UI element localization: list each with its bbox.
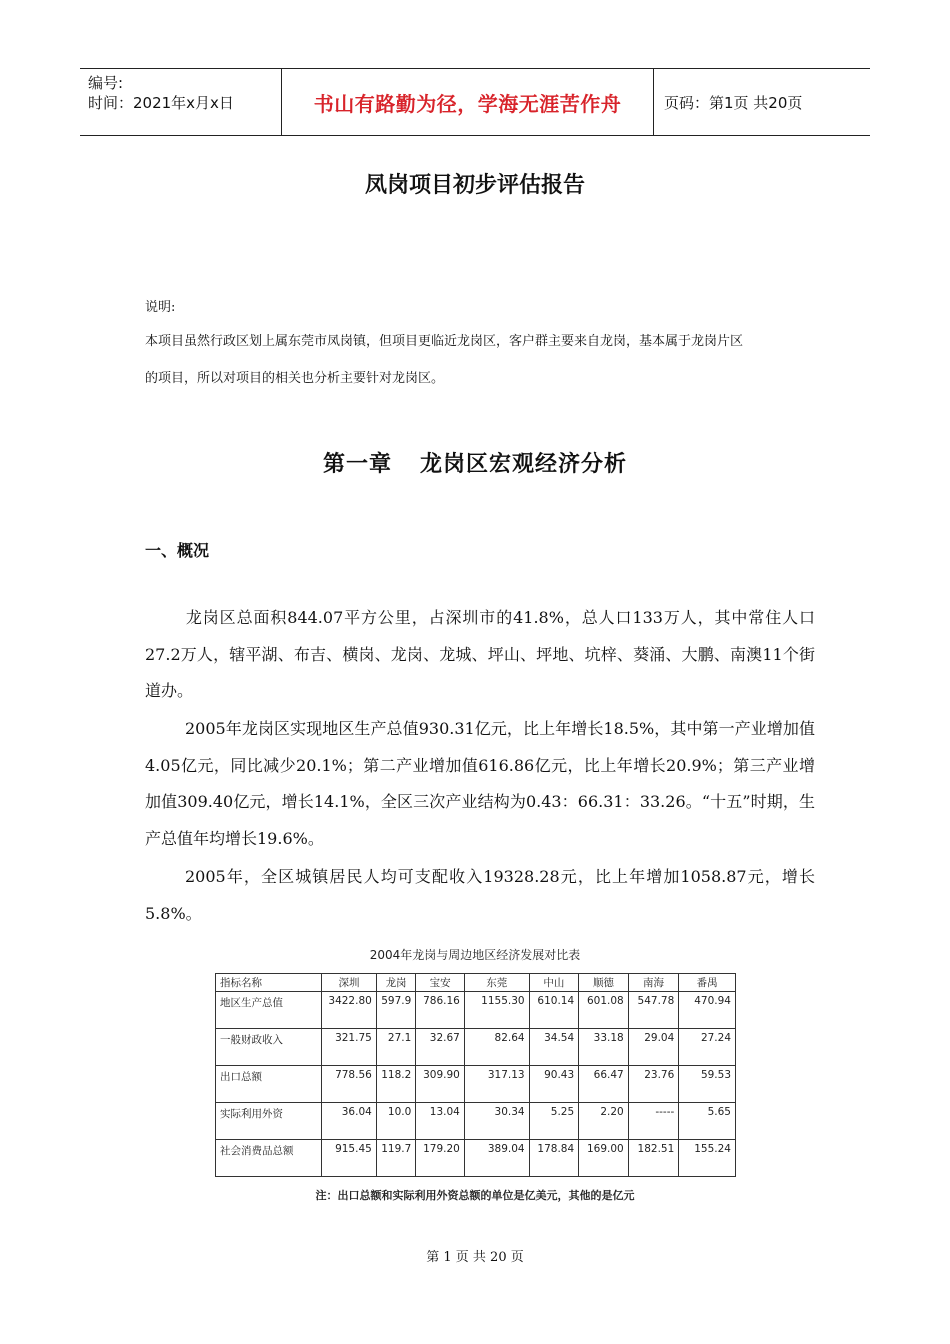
table-cell: 66.47: [579, 1066, 629, 1103]
note-line-2: 的项目，所以对项目的相关也分析主要针对龙岗区。: [145, 371, 445, 386]
table-cell: 610.14: [529, 992, 579, 1029]
header-cell: 宝安: [416, 974, 465, 992]
table-row: [216, 1140, 736, 1177]
table-row: [216, 1066, 736, 1103]
table-row: [216, 1029, 736, 1066]
row-label: 地区生产总值: [216, 992, 322, 1029]
table-cell: 10.0: [376, 1103, 416, 1140]
table-cell: 118.2: [376, 1066, 416, 1103]
row-label: 社会消费品总额: [216, 1140, 322, 1177]
paragraph: [145, 859, 815, 932]
table-note: 注：出口总额和实际利用外资总额的单位是亿美元，其他的是亿元: [315, 1189, 635, 1202]
table-cell: 119.7: [376, 1140, 416, 1177]
table-header-row: [216, 974, 736, 992]
table-cell: 23.76: [628, 1066, 679, 1103]
comparison-table: [215, 973, 736, 1177]
table-cell: 33.18: [579, 1029, 629, 1066]
table-cell: 321.75: [322, 1029, 377, 1066]
table-cell: 317.13: [464, 1066, 529, 1103]
table-cell: 13.04: [416, 1103, 465, 1140]
table-cell: 27.1: [376, 1029, 416, 1066]
table-row: [216, 992, 736, 1029]
header-page-info: 页码：第1页 共20页: [664, 93, 803, 112]
header-meta: [80, 69, 282, 135]
note-label: 说明:: [145, 300, 176, 315]
table-cell: 5.65: [679, 1103, 736, 1140]
table-cell: 82.64: [464, 1029, 529, 1066]
section-title: 一、概况: [145, 541, 210, 560]
table-cell: 59.53: [679, 1066, 736, 1103]
document-title: 凤岗项目初步评估报告: [364, 173, 585, 198]
table-cell: -----: [628, 1103, 679, 1140]
header-cell: 深圳: [322, 974, 377, 992]
header-cell: 顺德: [579, 974, 629, 992]
table-cell: 470.94: [679, 992, 736, 1029]
chapter-title: [0, 447, 950, 478]
table-cell: 179.20: [416, 1140, 465, 1177]
table-cell: 178.84: [529, 1140, 579, 1177]
table-cell: 182.51: [628, 1140, 679, 1177]
header-cell: 指标名称: [216, 974, 322, 992]
table-cell: 309.90: [416, 1066, 465, 1103]
paragraph-text: 2005年，全区城镇居民人均可支配收入19328.28元，比上年增加1058.87元，增长5.8%。: [145, 867, 815, 923]
table-cell: 36.04: [322, 1103, 377, 1140]
table-cell: 27.24: [679, 1029, 736, 1066]
table-cell: 155.24: [679, 1140, 736, 1177]
note-line-1: 本项目虽然行政区划上属东莞市凤岗镇，但项目更临近龙岗区，客户群主要来自龙岗，基本属于龙岗片区: [145, 334, 744, 349]
table-cell: 601.08: [579, 992, 629, 1029]
table-cell: 597.9: [376, 992, 416, 1029]
header-cell: 东莞: [464, 974, 529, 992]
motto: 书山有路勤为径，学海无涯苦作舟: [313, 91, 622, 116]
table-caption: 2004年龙岗与周边地区经济发展对比表: [369, 948, 581, 962]
table-cell: 5.25: [529, 1103, 579, 1140]
header-cell: 龙岗: [376, 974, 416, 992]
table-cell: 786.16: [416, 992, 465, 1029]
header-table: [80, 68, 870, 136]
table-cell: 915.45: [322, 1140, 377, 1177]
paragraph-text: 龙岗区总面积844.07平方公里，占深圳市的41.8%，总人口133万人，其中常住人口27.2万人，辖平湖、布吉、横岗、龙岗、龙城、坪山、坪地、坑梓、葵涌、大鹏、南澳11个街道办。: [145, 608, 815, 700]
paragraph: [145, 711, 815, 857]
chapter-number: 第一章: [322, 452, 392, 477]
page-footer: 第 1 页 共 20 页: [426, 1250, 524, 1265]
paragraph-text: 2005年龙岗区实现地区生产总值930.31亿元，比上年增长18.5%，其中第一产业增加值4.05亿元，同比减少20.1%；第二产业增加值616.86亿元，比上年增长20.9%；第三产业增加值309.40亿元，增长14.1%，全区三次产业结构为0.43：66.31：33.26。“十五”时期，生产总值年均增长19.6%。: [145, 719, 815, 848]
time-label: 时间：2021年x月x日: [88, 94, 234, 112]
table-cell: 778.56: [322, 1066, 377, 1103]
header-motto-cell: [282, 69, 654, 135]
table-cell: 547.78: [628, 992, 679, 1029]
paragraph: [145, 600, 815, 710]
table-cell: 169.00: [579, 1140, 629, 1177]
chapter-name: 龙岗区宏观经济分析: [420, 452, 628, 477]
table-cell: 3422.80: [322, 992, 377, 1029]
row-label: 一般财政收入: [216, 1029, 322, 1066]
table-cell: 34.54: [529, 1029, 579, 1066]
row-label: 实际利用外资: [216, 1103, 322, 1140]
table-cell: 32.67: [416, 1029, 465, 1066]
header-cell: 番禺: [679, 974, 736, 992]
table-cell: 90.43: [529, 1066, 579, 1103]
table-cell: 1155.30: [464, 992, 529, 1029]
table-cell: 2.20: [579, 1103, 629, 1140]
table-cell: 30.34: [464, 1103, 529, 1140]
table-row: [216, 1103, 736, 1140]
table-cell: 29.04: [628, 1029, 679, 1066]
number-label: 编号:: [88, 74, 124, 92]
header-cell: 中山: [529, 974, 579, 992]
header-cell: 南海: [628, 974, 679, 992]
table-cell: 389.04: [464, 1140, 529, 1177]
row-label: 出口总额: [216, 1066, 322, 1103]
